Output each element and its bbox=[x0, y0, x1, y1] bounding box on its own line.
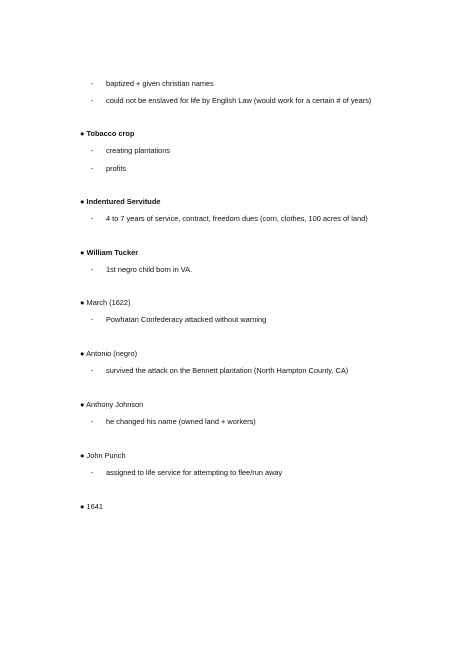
sub-item-text: 4 to 7 years of service, contract, freedom dues (corn, clothes, 100 acres of land) bbox=[106, 214, 368, 223]
sub-item bbox=[91, 146, 170, 156]
sub-item-text: 1st negro child born in VA. bbox=[106, 265, 193, 274]
sub-item bbox=[91, 79, 214, 89]
bullet-marker: ● bbox=[80, 197, 85, 206]
sub-item-text: survived the attack on the Bennett plantation (North Hampton County, CA) bbox=[106, 366, 349, 375]
bullet-marker: ● bbox=[80, 451, 85, 460]
sub-item-text: creating plantations bbox=[106, 146, 171, 155]
dash-marker: - bbox=[91, 79, 94, 88]
heading-text: Anthony Johnson bbox=[86, 400, 144, 409]
dash-marker: - bbox=[91, 164, 94, 173]
heading-tobacco-crop bbox=[80, 129, 134, 139]
sub-item bbox=[91, 96, 371, 106]
dash-marker: - bbox=[91, 366, 94, 375]
bullet-marker: ● bbox=[80, 298, 85, 307]
bullet-marker: ● bbox=[80, 400, 85, 409]
bullet-marker: ● bbox=[80, 502, 85, 511]
dash-marker: - bbox=[91, 146, 94, 155]
heading-text: Indentured Servitude bbox=[86, 197, 161, 206]
heading-march-1622 bbox=[80, 298, 130, 308]
dash-marker: - bbox=[91, 468, 94, 477]
heading-john-punch bbox=[80, 451, 126, 461]
bullet-marker: ● bbox=[80, 248, 85, 257]
dash-marker: - bbox=[91, 417, 94, 426]
heading-indentured-servitude bbox=[80, 197, 160, 207]
sub-item bbox=[91, 164, 126, 174]
sub-item bbox=[91, 315, 266, 325]
sub-item-text: assigned to life service for attempting to flee/run away bbox=[106, 468, 283, 477]
heading-antonio bbox=[80, 349, 137, 359]
sub-item-text: Powhatan Confederacy attacked without warning bbox=[106, 315, 267, 324]
sub-item-text: could not be enslaved for life by English Law (would work for a certain # of years) bbox=[106, 96, 372, 105]
heading-william-tucker bbox=[80, 248, 138, 258]
heading-text: March (1622) bbox=[86, 298, 131, 307]
sub-item bbox=[91, 468, 282, 478]
sub-item-text: profits bbox=[106, 164, 127, 173]
dash-marker: - bbox=[91, 265, 94, 274]
heading-text: Tobacco crop bbox=[86, 129, 135, 138]
heading-text: William Tucker bbox=[86, 248, 139, 257]
heading-text: John Punch bbox=[86, 451, 126, 460]
dash-marker: - bbox=[91, 214, 94, 223]
heading-text: Antonio (negro) bbox=[86, 349, 138, 358]
bullet-marker: ● bbox=[80, 129, 85, 138]
sub-item bbox=[91, 265, 192, 275]
sub-item bbox=[91, 214, 368, 224]
sub-item bbox=[91, 417, 256, 427]
heading-anthony-johnson bbox=[80, 400, 143, 410]
bullet-marker: ● bbox=[80, 349, 85, 358]
sub-item bbox=[91, 366, 348, 376]
dash-marker: - bbox=[91, 315, 94, 324]
sub-item-text: baptized + given christian names bbox=[106, 79, 214, 88]
dash-marker: - bbox=[91, 96, 94, 105]
sub-item-text: he changed his name (owned land + workers) bbox=[106, 417, 256, 426]
heading-1641 bbox=[80, 502, 103, 512]
heading-text: 1641 bbox=[86, 502, 103, 511]
